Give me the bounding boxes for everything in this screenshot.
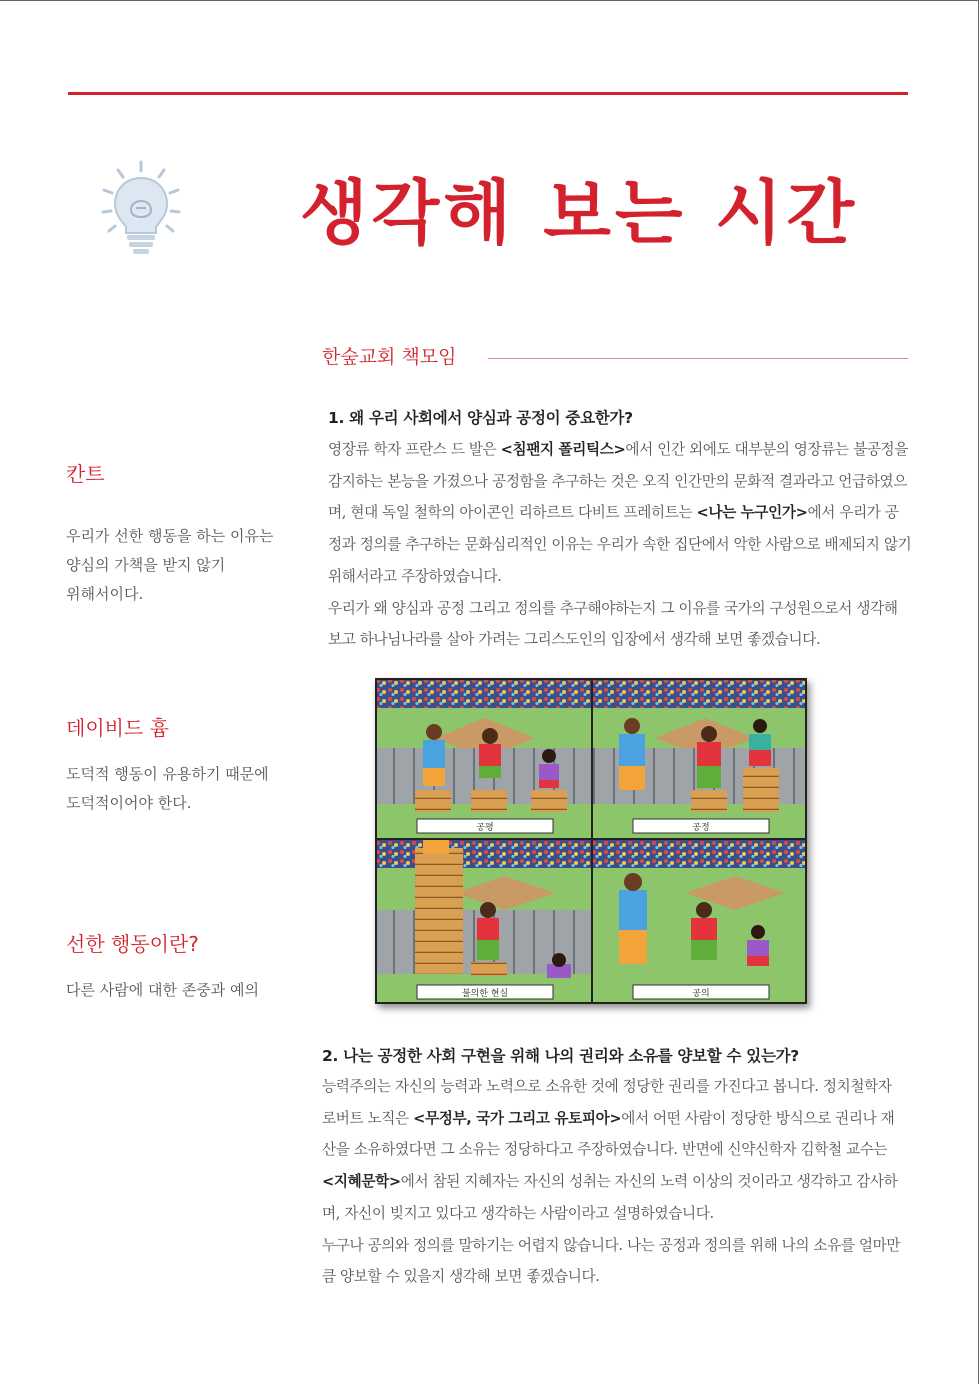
sidebar-heading-good-deed: 선한 행동이란? bbox=[66, 932, 199, 956]
panel-label-equity: 공정 bbox=[692, 823, 710, 833]
text-span: 능력주의는 자신의 능력과 노력으로 소유한 것에 정당한 권리를 가진다고 봅니다. 정치철학자 로버트 노직은 bbox=[322, 1078, 892, 1127]
book-title: <나는 누구인가> bbox=[696, 504, 808, 522]
section-label: 한숲교회 책모임 bbox=[322, 346, 457, 368]
question-2-body bbox=[322, 1071, 902, 1293]
question-1-paragraph-1 bbox=[328, 434, 912, 593]
text-span: 에서 인간 외에도 대부분의 영장류는 불공정을 감지하는 본능을 가졌으나 공정함을 추구하는 것은 오직 인간만의 문화적 결과라고 언급하였으며, 현대 독일 철학의 아이콘인 리하르트 다비트 프레히트는 bbox=[328, 441, 909, 522]
equity-illustration bbox=[375, 678, 807, 1004]
sidebar-text-kant: 우리가 선한 행동을 하는 이유는 양심의 가책을 받지 않기 위해서이다. bbox=[66, 527, 274, 603]
question-2-paragraph-1 bbox=[322, 1071, 902, 1230]
sidebar-text-hume: 도덕적 행동이 유용하기 때문에 도덕적이어야 한다. bbox=[66, 765, 269, 812]
book-title: <침팬지 폴리틱스> bbox=[500, 441, 626, 458]
text-span: 에서 어떤 사람이 정당한 방식으로 권리나 재산을 소유하였다면 그 소유는 정당하다고 주장하였습니다. 반면에 신약신학자 김학철 교수는 bbox=[322, 1109, 895, 1159]
question-2-title: 2. 나는 공정한 사회 구현을 위해 나의 권리와 소유를 양보할 수 있는가? bbox=[322, 1047, 799, 1065]
panel-injustice bbox=[377, 840, 591, 1002]
panel-label-justice: 공의 bbox=[692, 989, 710, 999]
section-divider bbox=[488, 358, 908, 359]
sidebar-heading-hume: 데이비드 흄 bbox=[66, 716, 169, 740]
lightbulb-icon bbox=[100, 160, 182, 256]
page-title: 생각해 보는 시간 bbox=[300, 172, 859, 254]
panel-label-injustice: 불의한 현실 bbox=[461, 989, 509, 999]
panel-equality bbox=[377, 680, 591, 838]
sidebar-heading-kant: 칸트 bbox=[66, 462, 105, 486]
text-span: 영장류 학자 프란스 드 발은 bbox=[328, 441, 501, 458]
question-1-title: 1. 왜 우리 사회에서 양심과 공정이 중요한가? bbox=[328, 409, 633, 427]
top-divider bbox=[68, 92, 908, 95]
book-title: <무정부, 국가 그리고 유토피아> bbox=[413, 1109, 622, 1127]
panel-equity bbox=[593, 680, 805, 838]
question-1-body bbox=[328, 434, 912, 656]
text-span: 에서 우리가 공정과 정의를 추구하는 문화심리적인 이유는 우리가 속한 집단에서 악한 사람으로 배제되지 않기 위해서라고 주장하였습니다. bbox=[328, 504, 912, 585]
question-2-paragraph-2: 누구나 공의와 정의를 말하기는 어렵지 않습니다. 나는 공정과 정의를 위해 나의 소유를 얼마만큼 양보할 수 있을지 생각해 보면 좋겠습니다. bbox=[322, 1236, 901, 1286]
text-span: 에서 참된 지혜자는 자신의 성취는 자신의 노력 이상의 것이라고 생각하고 감사하며, 자신이 빚지고 있다고 생각하는 사람이라고 설명하였습니다. bbox=[322, 1173, 898, 1222]
question-1-paragraph-2: 우리가 왜 양심과 공정 그리고 정의를 추구해야하는지 그 이유를 국가의 구성원으로서 생각해 보고 하나님나라를 살아 가려는 그리스도인의 입장에서 생각해 보면 좋겠습니다. bbox=[328, 599, 898, 649]
panel-label-equality: 공평 bbox=[476, 823, 494, 833]
panel-justice bbox=[593, 840, 805, 1002]
book-title: <지혜문학> bbox=[322, 1173, 401, 1191]
sidebar-text-good-deed: 다른 사람에 대한 존중과 예의 bbox=[66, 981, 259, 999]
